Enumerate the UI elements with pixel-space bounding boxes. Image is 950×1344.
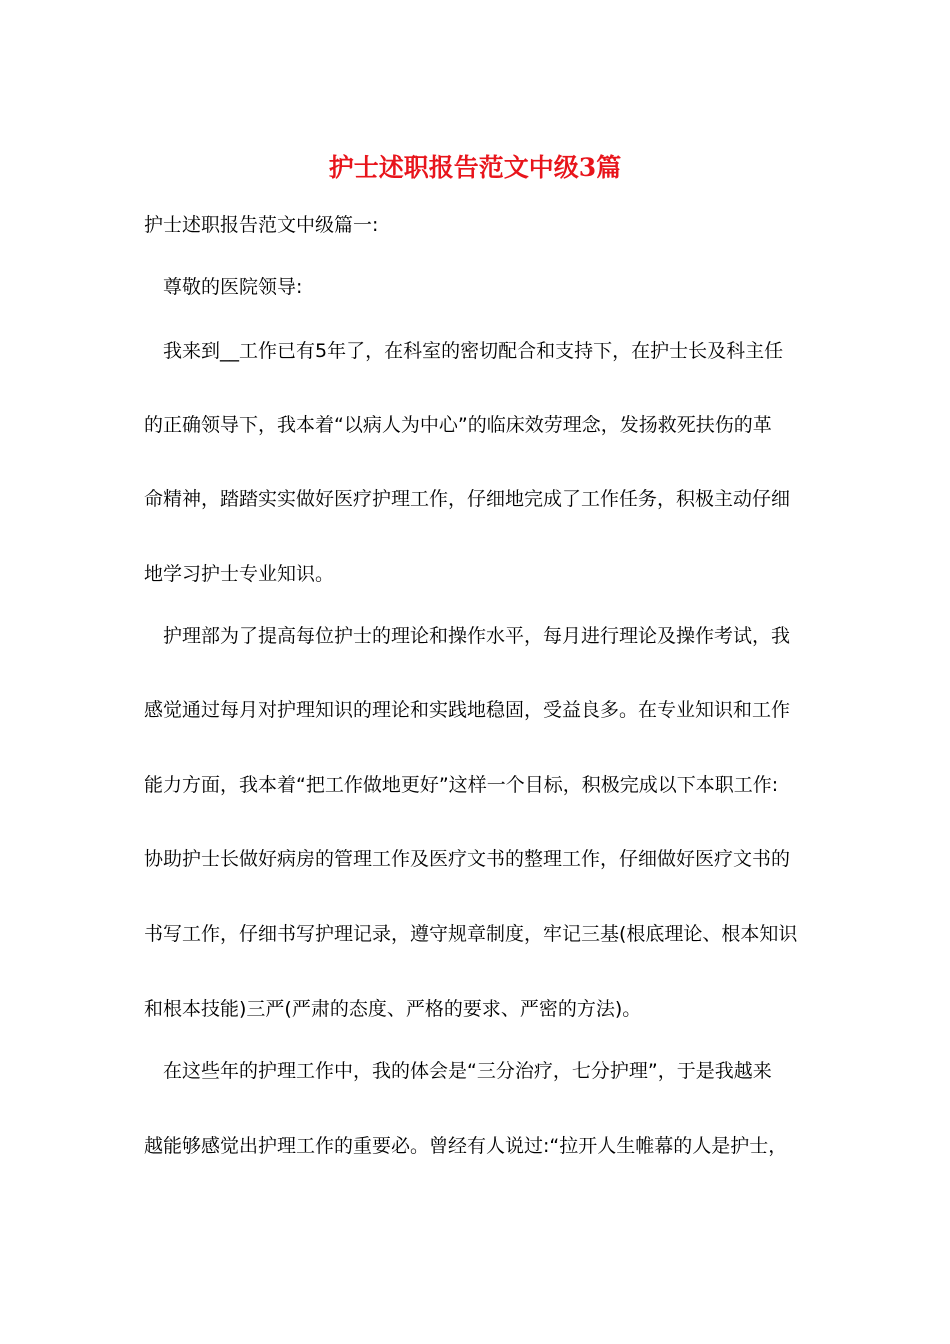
document-title: 护士述职报告范文中级3篇 [328,153,622,182]
paragraph-line: 感觉通过每月对护理知识的理论和实践地稳固，受益良多。在专业知识和工作 [144,699,791,721]
paragraph-line: 我来到__工作已有5年了，在科室的密切配合和支持下，在护士长及科主任 [163,340,784,362]
paragraph-line: 书写工作，仔细书写护理记录，遵守规章制度，牢记三基(根底理论、根本知识 [144,923,798,945]
section-heading: 护士述职报告范文中级篇一: [144,214,379,236]
paragraph-line: 能力方面，我本着“把工作做地更好”这样一个目标，积极完成以下本职工作: [144,774,779,796]
paragraph-line: 命精神，踏踏实实做好医疗护理工作，仔细地完成了工作任务，积极主动仔细 [144,488,791,510]
paragraph-line: 护理部为了提高每位护士的理论和操作水平，每月进行理论及操作考试，我 [163,625,791,647]
paragraph-line: 在这些年的护理工作中，我的体会是“三分治疗，七分护理”，于是我越来 [163,1060,772,1082]
paragraph-line: 的正确领导下，我本着“以病人为中心”的临床效劳理念，发扬救死扶伤的革 [144,414,772,436]
paragraph-line: 和根本技能)三严(严肃的态度、严格的要求、严密的方法)。 [144,998,642,1020]
paragraph-line: 地学习护士专业知识。 [144,563,335,585]
paragraph-line: 越能够感觉出护理工作的重要必。曾经有人说过:“拉开人生帷幕的人是护士， [144,1135,788,1157]
paragraph-line: 协助护士长做好病房的管理工作及医疗文书的整理工作，仔细做好医疗文书的 [144,848,791,870]
salutation: 尊敬的医院领导: [163,276,303,298]
